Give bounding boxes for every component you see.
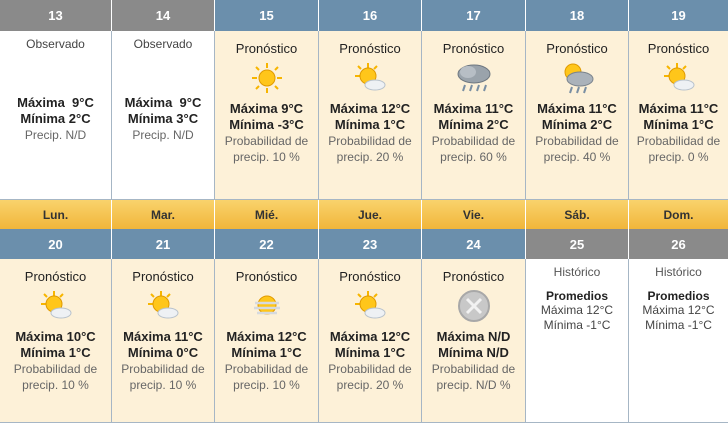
partly-cloudy-icon (353, 61, 387, 95)
status-label: Pronóstico (235, 41, 298, 56)
averages-title: Promedios (647, 289, 710, 303)
week2-body-row (0, 259, 728, 423)
min-temp: Mínima 3°C (127, 111, 199, 126)
partly-cloudy-icon (662, 61, 696, 95)
weekday-bar (0, 200, 728, 229)
date-header: 24 (422, 229, 526, 259)
partly-cloudy-icon (146, 289, 180, 323)
rain-cloud-icon (455, 61, 493, 95)
sun-rain-icon (559, 61, 595, 95)
max-temp: Máxima 9°C (124, 95, 202, 110)
date-header: 22 (215, 229, 319, 259)
day-cell-13[interactable] (0, 31, 112, 200)
weekday-label: Jue. (319, 200, 422, 229)
weekday-label: Vie. (422, 200, 526, 229)
date-header: 23 (319, 229, 422, 259)
precip-text: Precip. N/D (24, 128, 87, 142)
date-header: 18 (526, 0, 629, 31)
day-cell-23[interactable]: Pronóstico Máxima 12°C Mínima 1°C Probabilidad de precip. 20 % (319, 259, 422, 423)
day-cell-22[interactable]: Pronóstico Máxima 12°C Mínima 1°C Probabilidad de precip. 10 % (215, 259, 319, 423)
date-header: 25 (526, 229, 629, 259)
hazy-sun-icon (250, 289, 284, 323)
status-label: Observado (26, 37, 85, 51)
date-header: 21 (112, 229, 215, 259)
precip-text: Precip. N/D (132, 128, 194, 142)
day-cell-15[interactable]: Pronóstico Máxima 9°C Mínima -3°C Probabilidad de precip. 10 % (215, 31, 319, 200)
date-header: 14 (112, 0, 215, 31)
day-cell-16[interactable]: Pronóstico Máxima 12°C Mínima 1°C Probabilidad de precip. 20 % (319, 31, 422, 200)
unavailable-icon (456, 288, 492, 324)
status-label: Observado (133, 37, 193, 51)
day-cell-24[interactable]: Pronóstico Máxima N/D Mínima N/D Probabilidad de precip. N/D % (422, 259, 526, 423)
max-temp: Máxima 9°C (17, 95, 94, 110)
min-temp: Mínima 2°C (20, 111, 91, 126)
week1-body-row (0, 31, 728, 200)
day-cell-25[interactable]: Histórico Promedios Máxima 12°C Mínima -1°C (526, 259, 629, 423)
sun-icon (250, 61, 284, 95)
date-header: 13 (0, 0, 112, 31)
weekday-label: Dom. (629, 200, 728, 229)
partly-cloudy-icon (353, 289, 387, 323)
partly-cloudy-icon (39, 289, 73, 323)
date-header: 26 (629, 229, 728, 259)
weekday-label: Mié. (215, 200, 319, 229)
averages-title: Promedios (545, 289, 608, 303)
weekday-label: Sáb. (526, 200, 629, 229)
date-header: 15 (215, 0, 319, 31)
date-header: 20 (0, 229, 112, 259)
day-cell-19[interactable]: Pronóstico Máxima 11°C Mínima 1°C Probabilidad de precip. 0 % (629, 31, 728, 200)
date-header: 16 (319, 0, 422, 31)
date-header: 17 (422, 0, 526, 31)
day-cell-21[interactable]: Pronóstico Máxima 11°C Mínima 0°C Probabilidad de precip. 10 % (112, 259, 215, 423)
week2-date-row (0, 229, 728, 259)
weekday-label: Lun. (0, 200, 112, 229)
weekday-label: Mar. (112, 200, 215, 229)
week1-date-row (0, 0, 728, 31)
date-header: 19 (629, 0, 728, 31)
day-cell-18[interactable]: Pronóstico Máxima 11°C Mínima 2°C Probabilidad de precip. 40 % (526, 31, 629, 200)
day-cell-14[interactable] (112, 31, 215, 200)
day-cell-20[interactable]: Pronóstico Máxima 10°C Mínima 1°C Probabilidad de precip. 10 % (0, 259, 112, 423)
day-cell-26[interactable]: Histórico Promedios Máxima 12°C Mínima -1°C (629, 259, 728, 423)
day-cell-17[interactable]: Pronóstico Máxima 11°C Mínima 2°C Probabilidad de precip. 60 % (422, 31, 526, 200)
